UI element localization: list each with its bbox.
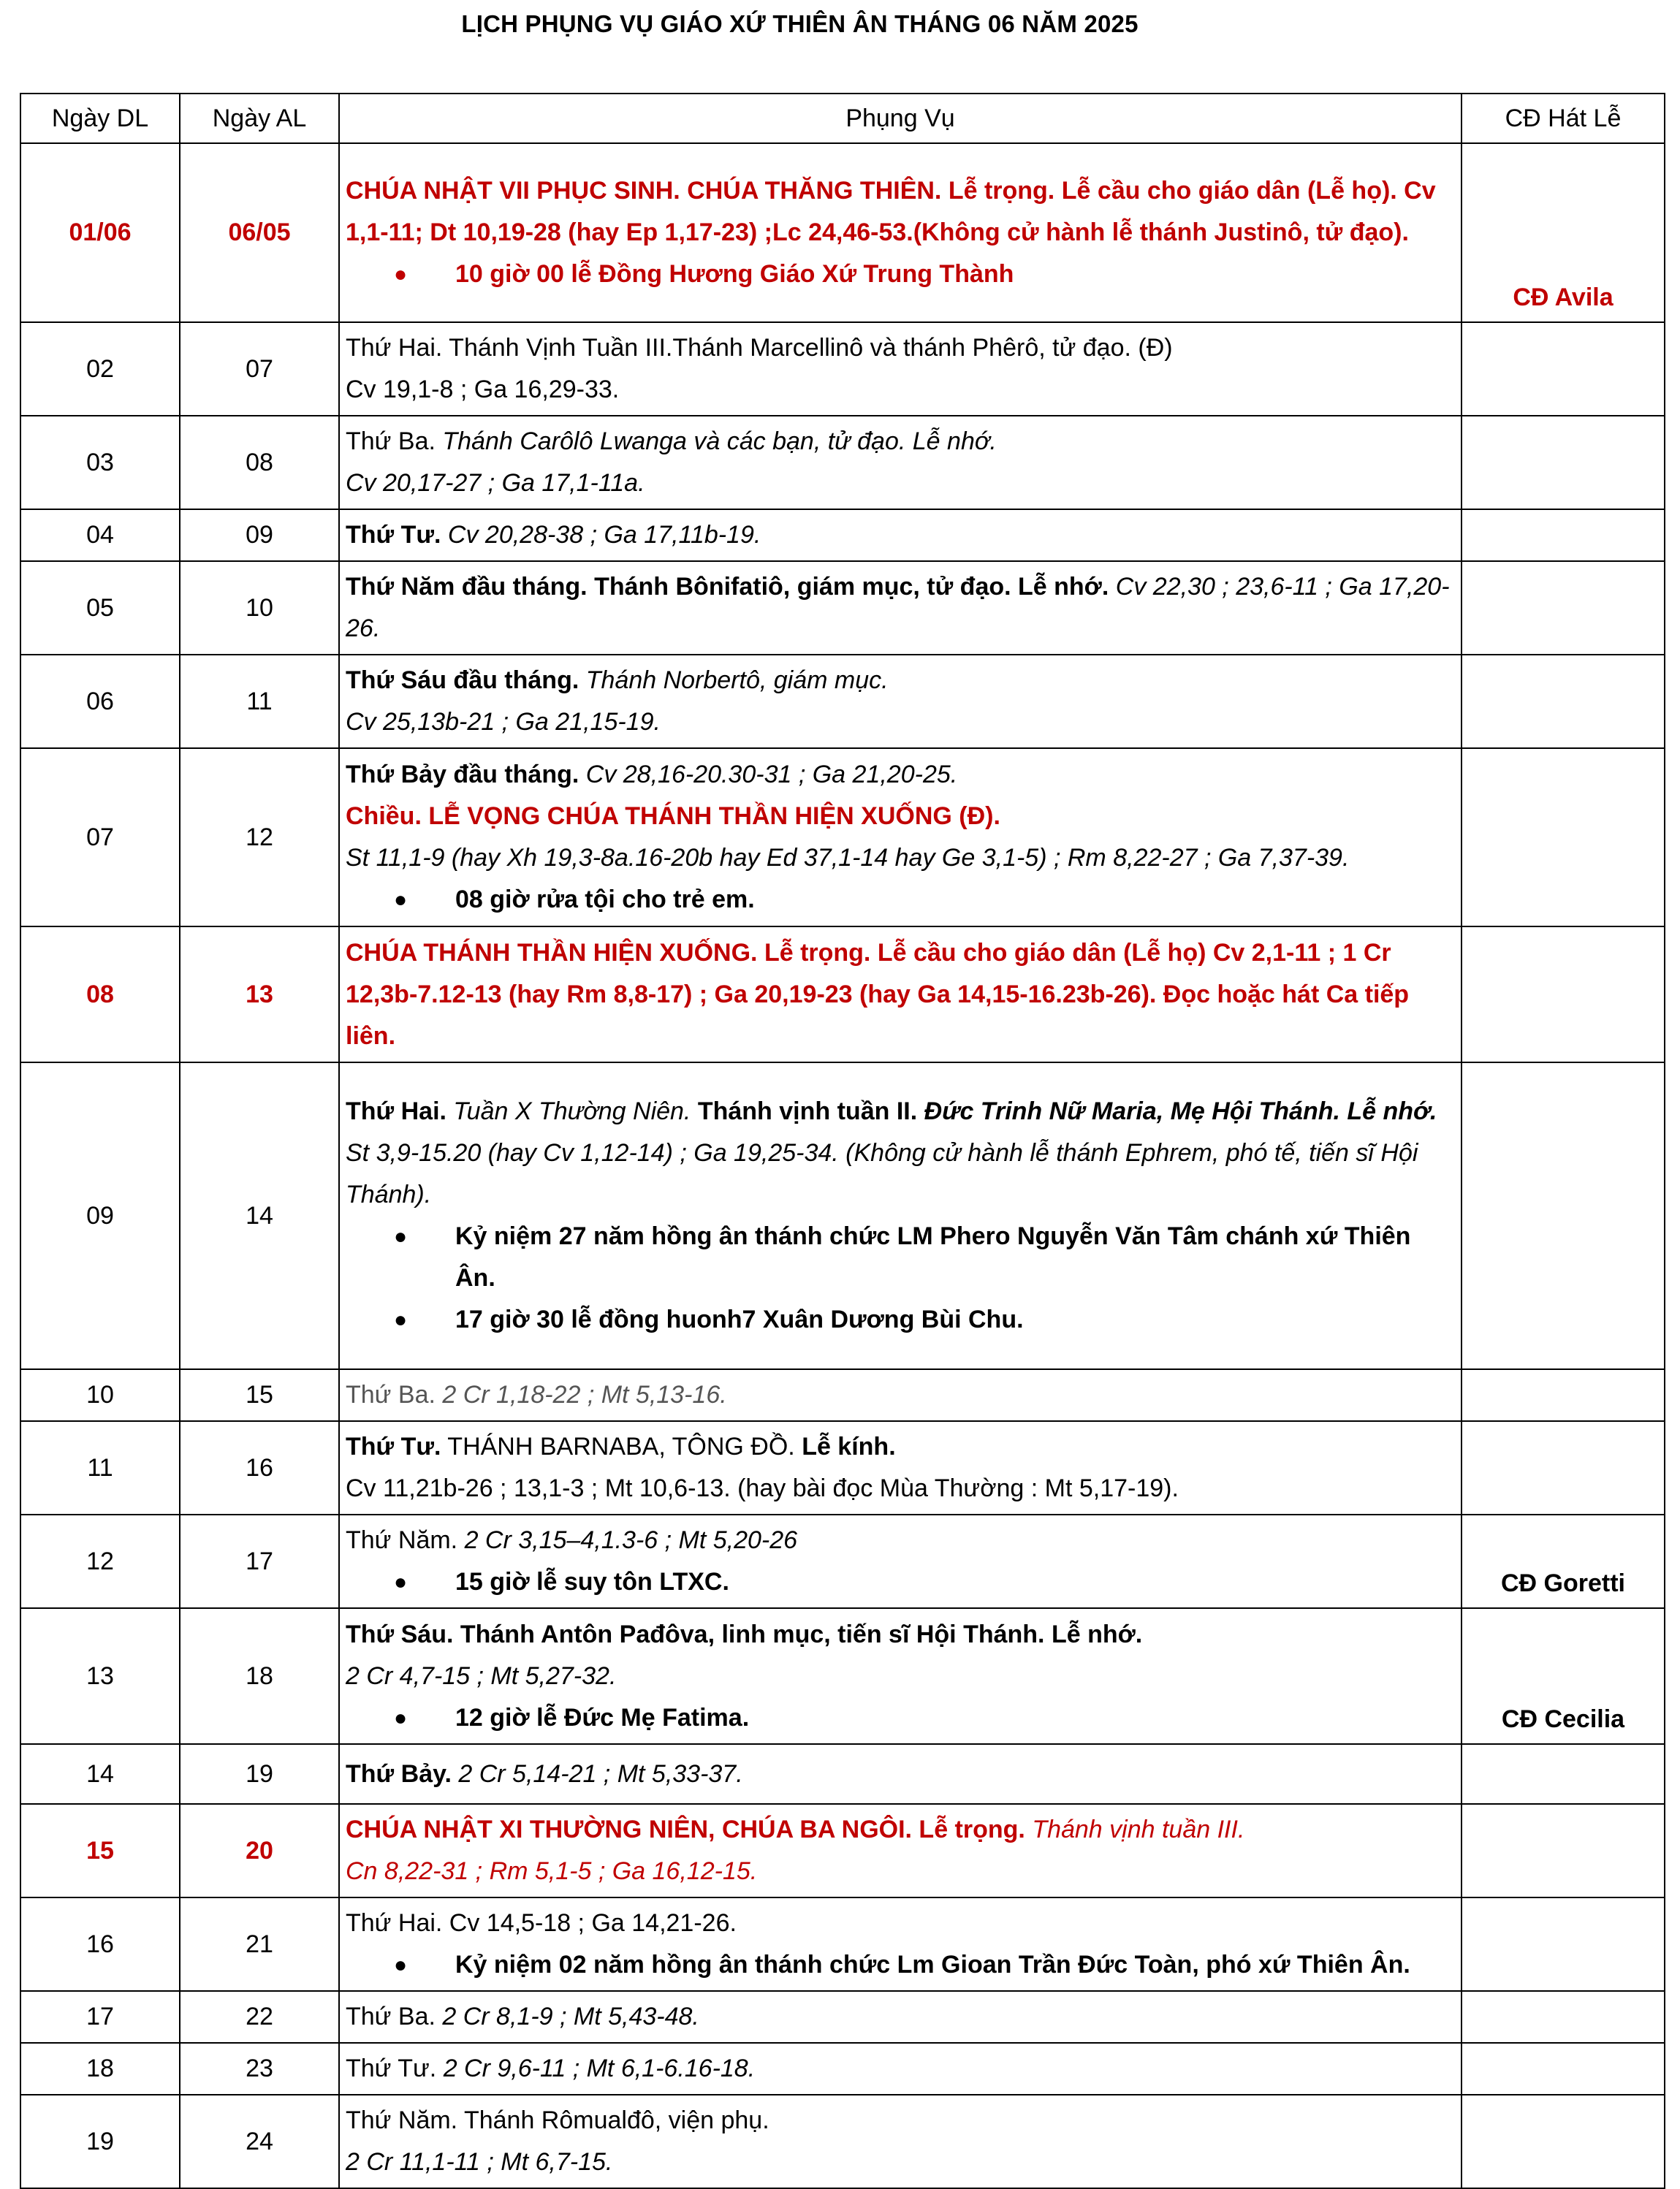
table-row [20,143,1665,322]
header-solar-date: Ngày DL [20,94,180,143]
readings-text: Cv 11,21b-26 ; 13,1-3 ; Mt 10,6-13. (hay bài đọc Mùa Thường : Mt 5,17-19). [346,1474,1179,1502]
choir-cell [1462,561,1665,655]
liturgy-text: Thứ Hai. Cv 14,5-18 ; Ga 14,21-26. [346,1909,737,1937]
lunar-date-cell: 17 [180,1515,339,1608]
table-row [20,1991,1665,2043]
choir-cell: CĐ Goretti [1462,1515,1665,1608]
liturgy-cell [339,926,1462,1062]
lunar-date-cell: 08 [180,416,339,509]
bullet-item: ● 15 giờ lễ suy tôn LTXC. [346,1561,1456,1603]
lunar-date-cell: 14 [180,1062,339,1369]
bullet-dot-icon: ● [393,1570,408,1594]
liturgy-cell [339,1421,1462,1515]
choir-cell [1462,655,1665,748]
readings-text: Cv 25,13b-21 ; Ga 21,15-19. [346,708,661,736]
table-row [20,1897,1665,1991]
readings-text: St 3,9-15.20 (hay Cv 1,12-14) ; Ga 19,25-34. (Không cử hành lễ thánh Ephrem, phó tế, tiến sĩ Hội Thánh). [346,1139,1418,1208]
choir-cell [1462,1062,1665,1369]
lunar-date-cell: 23 [180,2043,339,2095]
bullet-dot-icon: ● [393,1953,408,1977]
solar-date-cell: 17 [20,1991,180,2043]
lunar-date-cell: 07 [180,322,339,416]
choir-cell [1462,1421,1665,1515]
liturgy-text: Thứ Tư. THÁNH BARNABA, TÔNG ĐỒ. Lễ kính. [346,1433,896,1461]
solar-date-cell: 05 [20,561,180,655]
liturgy-text: Thứ Sáu. Thánh Antôn Pađôva, linh mục, tiến sĩ Hội Thánh. Lễ nhớ. [346,1620,1143,1648]
table-header-row [20,94,1665,143]
liturgy-cell [339,416,1462,509]
solar-date-cell: 12 [20,1515,180,1608]
lunar-date-cell: 19 [180,1744,339,1804]
solar-date-cell: 04 [20,509,180,561]
liturgy-text: Thứ Sáu đầu tháng. Thánh Norbertô, giám mục. [346,666,889,694]
lunar-date-cell: 18 [180,1608,339,1744]
choir-cell [1462,322,1665,416]
liturgy-cell [339,561,1462,655]
liturgy-text: Thứ Bảy đầu tháng. Cv 28,16-20.30-31 ; Ga 21,20-25. [346,761,958,788]
table-row [20,1744,1665,1804]
table-row [20,1515,1665,1608]
solar-date-cell: 07 [20,748,180,926]
table-row [20,1062,1665,1369]
table-row [20,1804,1665,1897]
liturgy-cell [339,1991,1462,2043]
liturgy-cell [339,748,1462,926]
solar-date-cell: 19 [20,2095,180,2188]
readings-text: Cv 20,17-27 ; Ga 17,1-11a. [346,469,645,497]
liturgy-cell [339,2043,1462,2095]
liturgy-text: Thứ Tư. 2 Cr 9,6-11 ; Mt 6,1-6.16-18. [346,2055,756,2082]
bullet-dot-icon: ● [393,1225,408,1249]
choir-cell [1462,1897,1665,1991]
lunar-date-cell: 24 [180,2095,339,2188]
liturgy-cell [339,1062,1462,1369]
solar-date-cell: 11 [20,1421,180,1515]
solar-date-cell: 15 [20,1804,180,1897]
liturgy-cell [339,1369,1462,1421]
table-row [20,655,1665,748]
liturgy-text: Thứ Năm. Thánh Rômualđô, viện phụ. [346,2106,769,2134]
liturgy-text: CHÚA NHẬT XI THƯỜNG NIÊN, CHÚA BA NGÔI. Lễ trọng. Thánh vịnh tuần III. [346,1816,1245,1843]
liturgy-text: Thứ Bảy. 2 Cr 5,14-21 ; Mt 5,33-37. [346,1759,743,1788]
liturgy-cell [339,1515,1462,1608]
readings-text: 2 Cr 11,1-11 ; Mt 6,7-15. [346,2148,613,2176]
solar-date-cell: 06 [20,655,180,748]
table-row [20,561,1665,655]
header-liturgy: Phụng Vụ [339,94,1462,143]
header-lunar-date: Ngày AL [180,94,339,143]
lunar-date-cell: 12 [180,748,339,926]
solar-date-cell: 18 [20,2043,180,2095]
lunar-date-cell: 22 [180,1991,339,2043]
choir-cell [1462,926,1665,1062]
choir-cell [1462,2043,1665,2095]
liturgy-text: Thứ Năm. 2 Cr 3,15–4,1.3-6 ; Mt 5,20-26 [346,1526,798,1554]
lunar-date-cell: 11 [180,655,339,748]
bullet-item: ● 12 giờ lễ Đức Mẹ Fatima. [346,1697,1456,1739]
table-row [20,748,1665,926]
table-row [20,1421,1665,1515]
liturgy-cell [339,1744,1462,1804]
liturgy-text: CHÚA THÁNH THẦN HIỆN XUỐNG. Lễ trọng. Lễ cầu cho giáo dân (Lễ họ) Cv 2,1-11 ; 1 Cr 12,3b-7.12-13 (hay Rm 8,8-17) ; Ga 20,19-23 (hay Ga 14,15-16.23b-26). Đọc hoặc hát Ca tiếp liên. [346,938,1410,1050]
bullet-item: ● Kỷ niệm 27 năm hồng ân thánh chức LM Phero Nguyễn Văn Tâm chánh xứ Thiên Ân. [346,1216,1456,1299]
lunar-date-cell: 20 [180,1804,339,1897]
choir-cell [1462,748,1665,926]
liturgy-cell [339,1897,1462,1991]
table-row [20,2043,1665,2095]
table-row [20,509,1665,561]
table-row [20,416,1665,509]
liturgy-text: CHÚA NHẬT VII PHỤC SINH. CHÚA THĂNG THIÊN. Lễ trọng. Lễ cầu cho giáo dân (Lễ họ). Cv 1,1-11; Dt 10,19-28 (hay Ep 1,17-23) ;Lc 24,46-53.(Không cử hành lễ thánh Justinô, tử đạo). [346,177,1436,246]
solar-date-cell: 03 [20,416,180,509]
liturgy-schedule-table [20,93,1665,2189]
table-row [20,2095,1665,2188]
solar-date-cell: 08 [20,926,180,1062]
choir-cell [1462,416,1665,509]
table-row [20,926,1665,1062]
lunar-date-cell: 21 [180,1897,339,1991]
bullet-item: ● Kỷ niệm 02 năm hồng ân thánh chức Lm Gioan Trần Đức Toàn, phó xứ Thiên Ân. [346,1944,1456,1986]
liturgy-text: Thứ Hai. Thánh Vịnh Tuần III.Thánh Marcellinô và thánh Phêrô, tử đạo. (Đ) [346,334,1173,362]
table-row [20,1369,1665,1421]
solar-date-cell: 14 [20,1744,180,1804]
liturgy-text: Thứ Ba. 2 Cr 8,1-9 ; Mt 5,43-48. [346,2003,699,2030]
lunar-date-cell: 16 [180,1421,339,1515]
liturgy-cell [339,322,1462,416]
choir-cell [1462,509,1665,561]
choir-cell: CĐ Cecilia [1462,1608,1665,1744]
liturgy-cell [339,655,1462,748]
choir-cell [1462,1804,1665,1897]
readings-text: Cv 19,1-8 ; Ga 16,29-33. [346,376,620,403]
choir-cell [1462,1744,1665,1804]
bullet-item: ● 10 giờ 00 lễ Đồng Hương Giáo Xứ Trung Thành [346,254,1456,295]
bullet-item: ● 17 giờ 30 lễ đồng huonh7 Xuân Dương Bùi Chu. [346,1299,1456,1341]
liturgy-cell [339,143,1462,322]
bullet-dot-icon: ● [393,262,408,286]
liturgy-cell [339,2095,1462,2188]
readings-text: 2 Cr 4,7-15 ; Mt 5,27-32. [346,1661,617,1690]
bullet-dot-icon: ● [393,1308,408,1332]
lunar-date-cell: 13 [180,926,339,1062]
lunar-date-cell: 06/05 [180,143,339,322]
bullet-item: ● 08 giờ rửa tội cho trẻ em. [346,879,1456,921]
liturgy-text: Thứ Hai. Tuần X Thường Niên. Thánh vịnh tuần II. Đức Trinh Nữ Maria, Mẹ Hội Thánh. Lễ nhớ. [346,1097,1437,1125]
liturgy-text: Thứ Năm đầu tháng. Thánh Bônifatiô, giám mục, tử đạo. Lễ nhớ. Cv 22,30 ; 23,6-11 ; Ga 17,20-26. [346,573,1450,642]
liturgy-text: Thứ Ba. 2 Cr 1,18-22 ; Mt 5,13-16. [346,1381,727,1409]
bullet-dot-icon: ● [393,888,408,912]
table-row [20,1608,1665,1744]
solar-date-cell: 01/06 [20,143,180,322]
bullet-dot-icon: ● [393,1705,408,1730]
solar-date-cell: 10 [20,1369,180,1421]
liturgy-cell [339,509,1462,561]
choir-cell [1462,2095,1665,2188]
choir-cell [1462,1369,1665,1421]
liturgy-text: Thứ Tư. Cv 20,28-38 ; Ga 17,11b-19. [346,521,761,549]
page-title: LỊCH PHỤNG VỤ GIÁO XỨ THIÊN ÂN THÁNG 06 NĂM 2025 [461,10,1139,37]
liturgy-cell [339,1804,1462,1897]
vigil-text: Chiều. LỄ VỌNG CHÚA THÁNH THẦN HIỆN XUỐNG (Đ). [346,802,1000,830]
solar-date-cell: 16 [20,1897,180,1991]
liturgy-text: Thứ Ba. Thánh Carôlô Lwanga và các bạn, tử đạo. Lễ nhớ. [346,427,997,455]
readings-text: Cn 8,22-31 ; Rm 5,1-5 ; Ga 16,12-15. [346,1857,758,1885]
solar-date-cell: 02 [20,322,180,416]
choir-cell: CĐ Avila [1462,143,1665,322]
readings-text: St 11,1-9 (hay Xh 19,3-8a.16-20b hay Ed 37,1-14 hay Ge 3,1-5) ; Rm 8,22-27 ; Ga 7,37-39. [346,844,1350,872]
lunar-date-cell: 09 [180,509,339,561]
table-row [20,322,1665,416]
lunar-date-cell: 15 [180,1369,339,1421]
header-choir: CĐ Hát Lễ [1462,94,1665,143]
solar-date-cell: 09 [20,1062,180,1369]
choir-cell [1462,1991,1665,2043]
solar-date-cell: 13 [20,1608,180,1744]
liturgy-cell [339,1608,1462,1744]
lunar-date-cell: 10 [180,561,339,655]
